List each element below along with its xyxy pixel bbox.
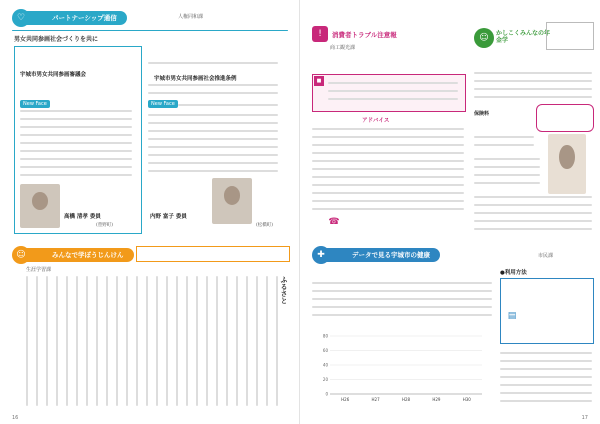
- new-face-badge: New Face: [20, 100, 50, 108]
- partnership-article-head: 男女共同参画社会づくりを共に: [14, 36, 99, 43]
- chart-y-tick-label: 40: [322, 362, 328, 368]
- minna-vertical-heading: ふるさと: [280, 276, 288, 304]
- consumer-title: 消費者トラブル注意報: [328, 28, 407, 42]
- right-page-number: 17: [581, 415, 588, 421]
- right-page: [300, 0, 600, 424]
- consumer-header: [328, 26, 407, 44]
- chart-y-tick-label: 80: [322, 333, 328, 339]
- chart-y-tick-label: 0: [325, 391, 328, 397]
- member-note-uchino: (松橋町): [256, 223, 274, 228]
- minna-header: [26, 246, 134, 264]
- chart-x-tick-label: H29: [432, 397, 441, 402]
- nenkin-staff-photo: [548, 134, 586, 194]
- case-icon: ■: [314, 76, 324, 86]
- member-photo-takahashi: [20, 184, 60, 228]
- minna-vertical-body: [14, 276, 288, 408]
- member-photo-uchino: [212, 178, 252, 224]
- partnership-header: [26, 9, 127, 27]
- nenkin-tax-label: 保険料: [474, 111, 490, 117]
- minna-title: みんなで学ぼうじんけん: [26, 248, 134, 262]
- nenkin-title: かしこくみんなの年金学: [496, 30, 551, 44]
- chart-y-tick-label: 60: [322, 348, 328, 353]
- member-note-takahashi: (豊野町): [96, 223, 114, 228]
- consumer-dept: 商工観光課: [330, 45, 356, 51]
- partnership-dept: 人権同和課: [178, 14, 204, 20]
- chart-x-tick-label: H30: [462, 397, 471, 402]
- chart-y-tick-label: 20: [322, 377, 328, 382]
- chart-x-tick-label: H28: [401, 397, 411, 402]
- phone-icon: ☎: [328, 217, 340, 227]
- partnership-title: パートナーシップ通信: [26, 11, 127, 25]
- nenkin-contact-box: [546, 22, 594, 50]
- new-face-badge-2: New Face: [148, 100, 178, 108]
- document-icon: ▤: [507, 311, 517, 321]
- pension-mascot-icon: ☺: [474, 28, 494, 48]
- consumer-alert-box: [312, 74, 466, 112]
- minna-info-box: [136, 246, 290, 262]
- minna-dept: 生涯学習課: [26, 267, 52, 273]
- nenkin-callout: [536, 104, 594, 132]
- handshake-icon: ♡: [12, 9, 30, 27]
- people-icon: ☺: [12, 246, 30, 264]
- member-name-uchino: 内野 富子 委員: [150, 214, 187, 220]
- health-chart: [312, 332, 488, 408]
- partnership-rule: [12, 30, 288, 31]
- alert-icon: !: [312, 26, 328, 42]
- data-title: データで見る宇城市の健康: [326, 248, 440, 262]
- data-header: [326, 246, 440, 264]
- chart-x-tick-label: H27: [371, 397, 380, 402]
- data-dept: 市民課: [538, 253, 554, 259]
- left-page-number: 16: [12, 415, 19, 421]
- consumer-advice-label: アドバイス: [362, 118, 390, 124]
- member-name-takahashi: 高橋 清孝 委員: [64, 214, 101, 220]
- health-data-icon: ✚: [312, 246, 330, 264]
- data-points-label: ●利用方法: [500, 270, 527, 276]
- council-title: 宇城市男女共同参画審議会: [20, 72, 87, 78]
- chart-x-tick-label: H26: [341, 397, 350, 402]
- ordinance-title: 宇城市男女共同参画社会推進条例: [154, 76, 237, 82]
